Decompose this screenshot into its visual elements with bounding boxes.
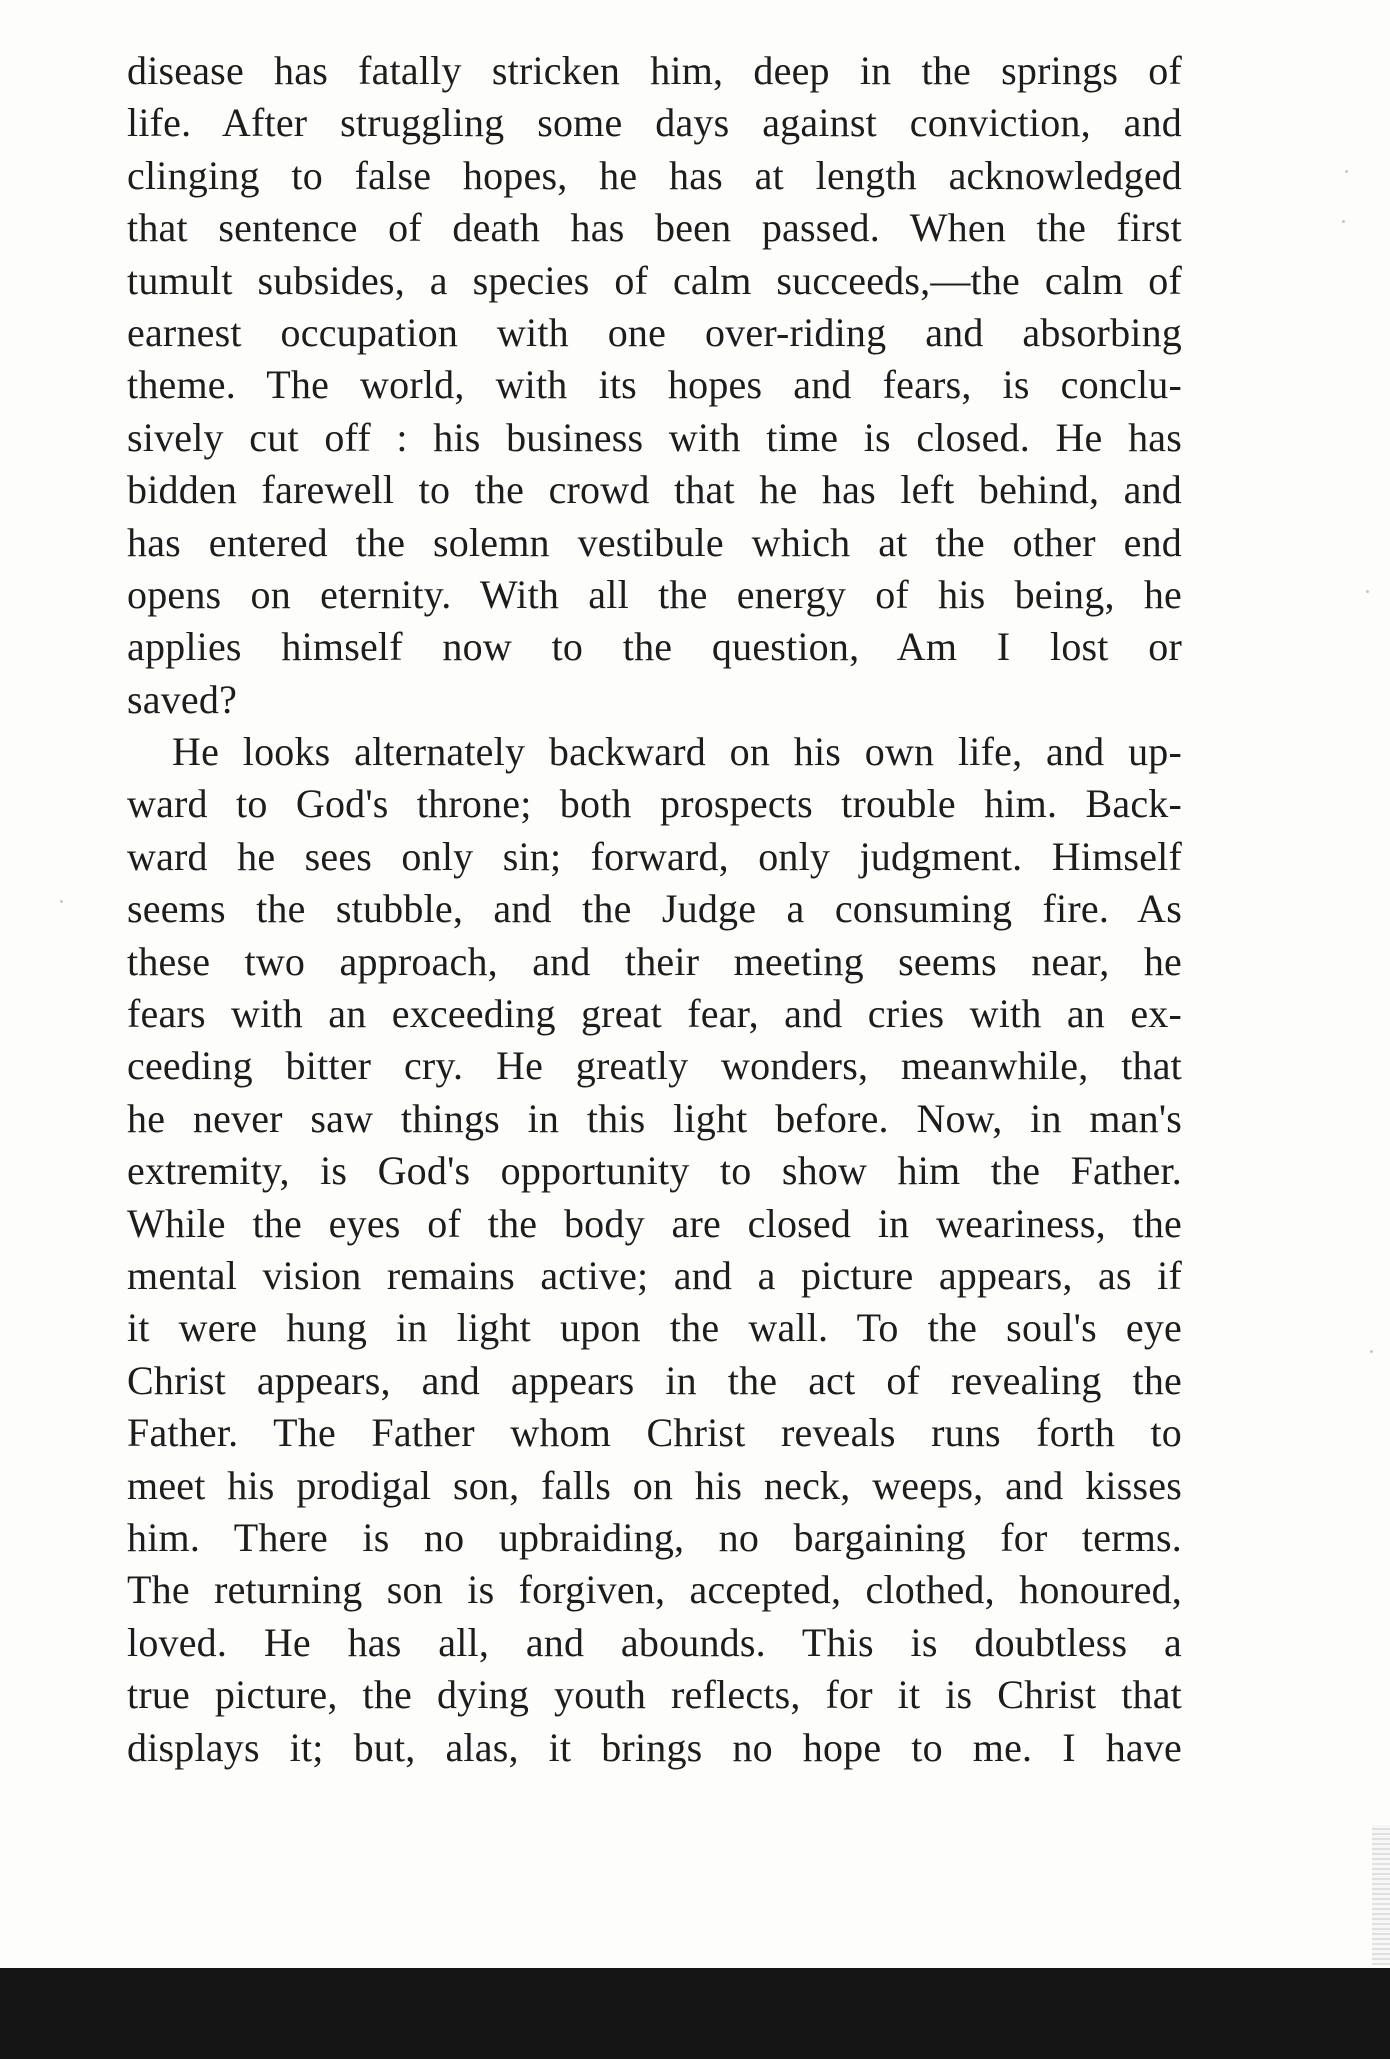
- text-line: him. There is no upbraiding, no bargaining for terms.: [127, 1514, 1182, 1560]
- text-line: loved. He has all, and abounds. This is doubtless a: [127, 1619, 1182, 1665]
- text-line: applies himself now to the question, Am I lost or: [127, 624, 1182, 670]
- text-line: saved?: [127, 676, 238, 722]
- text-line: sively cut off : his business with time is closed. He has: [127, 414, 1182, 460]
- text-line: he never saw things in this light before. Now, in man's: [127, 1095, 1182, 1141]
- text-line: these two approach, and their meeting seems near, he: [127, 938, 1182, 984]
- text-line: fears with an exceeding great fear, and cries with an ex-: [127, 991, 1182, 1037]
- text-line: true picture, the dying youth reflects, for it is Christ that: [127, 1672, 1182, 1718]
- scan-speck: [1342, 220, 1345, 223]
- text-line: ceeding bitter cry. He greatly wonders, meanwhile, that: [127, 1043, 1182, 1089]
- text-line: mental vision remains active; and a picture appears, as if: [127, 1252, 1182, 1298]
- text-line: tumult subsides, a species of calm succeeds,—the calm of: [127, 257, 1182, 303]
- scan-speck: [1345, 170, 1348, 173]
- text-line: opens on eternity. With all the energy of his being, he: [127, 571, 1182, 617]
- scan-border-bar: [0, 1968, 1390, 2059]
- scan-speck: [60, 900, 63, 903]
- text-line: that sentence of death has been passed. When the first: [127, 205, 1182, 251]
- scan-edge-noise: [1372, 1825, 1390, 1965]
- text-line: disease has fatally stricken him, deep in the springs of: [127, 48, 1182, 93]
- paragraph-first-line: He looks alternately backward on his own life, and up-: [172, 729, 1182, 775]
- text-line: it were hung in light upon the wall. To the soul's eye: [127, 1305, 1182, 1351]
- text-line: seems the stubble, and the Judge a consuming fire. As: [127, 886, 1182, 932]
- text-line: theme. The world, with its hopes and fears, is conclu-: [127, 362, 1182, 408]
- text-line: extremity, is God's opportunity to show him the Father.: [127, 1148, 1182, 1194]
- scan-speck: [1370, 1350, 1373, 1353]
- text-line: ward he sees only sin; forward, only judgment. Himself: [127, 833, 1182, 879]
- text-line: Christ appears, and appears in the act of revealing the: [127, 1357, 1182, 1403]
- scan-speck: [1366, 590, 1369, 593]
- text-line: The returning son is forgiven, accepted, clothed, honoured,: [127, 1567, 1182, 1613]
- text-line: meet his prodigal son, falls on his neck, weeps, and kisses: [127, 1462, 1182, 1508]
- text-line: bidden farewell to the crowd that he has left behind, and: [127, 467, 1182, 513]
- body-text: [127, 45, 1182, 1774]
- text-line: While the eyes of the body are closed in weariness, the: [127, 1200, 1182, 1246]
- text-line: clinging to false hopes, he has at length acknowledged: [127, 152, 1182, 198]
- text-line: displays it; but, alas, it brings no hope to me. I have: [127, 1724, 1182, 1770]
- text-line: earnest occupation with one over-riding and absorbing: [127, 309, 1182, 355]
- text-line: ward to God's throne; both prospects trouble him. Back-: [127, 781, 1182, 827]
- text-line: has entered the solemn vestibule which at the other end: [127, 519, 1182, 565]
- text-line: life. After struggling some days against conviction, and: [127, 100, 1182, 146]
- text-line: Father. The Father whom Christ reveals runs forth to: [127, 1410, 1182, 1456]
